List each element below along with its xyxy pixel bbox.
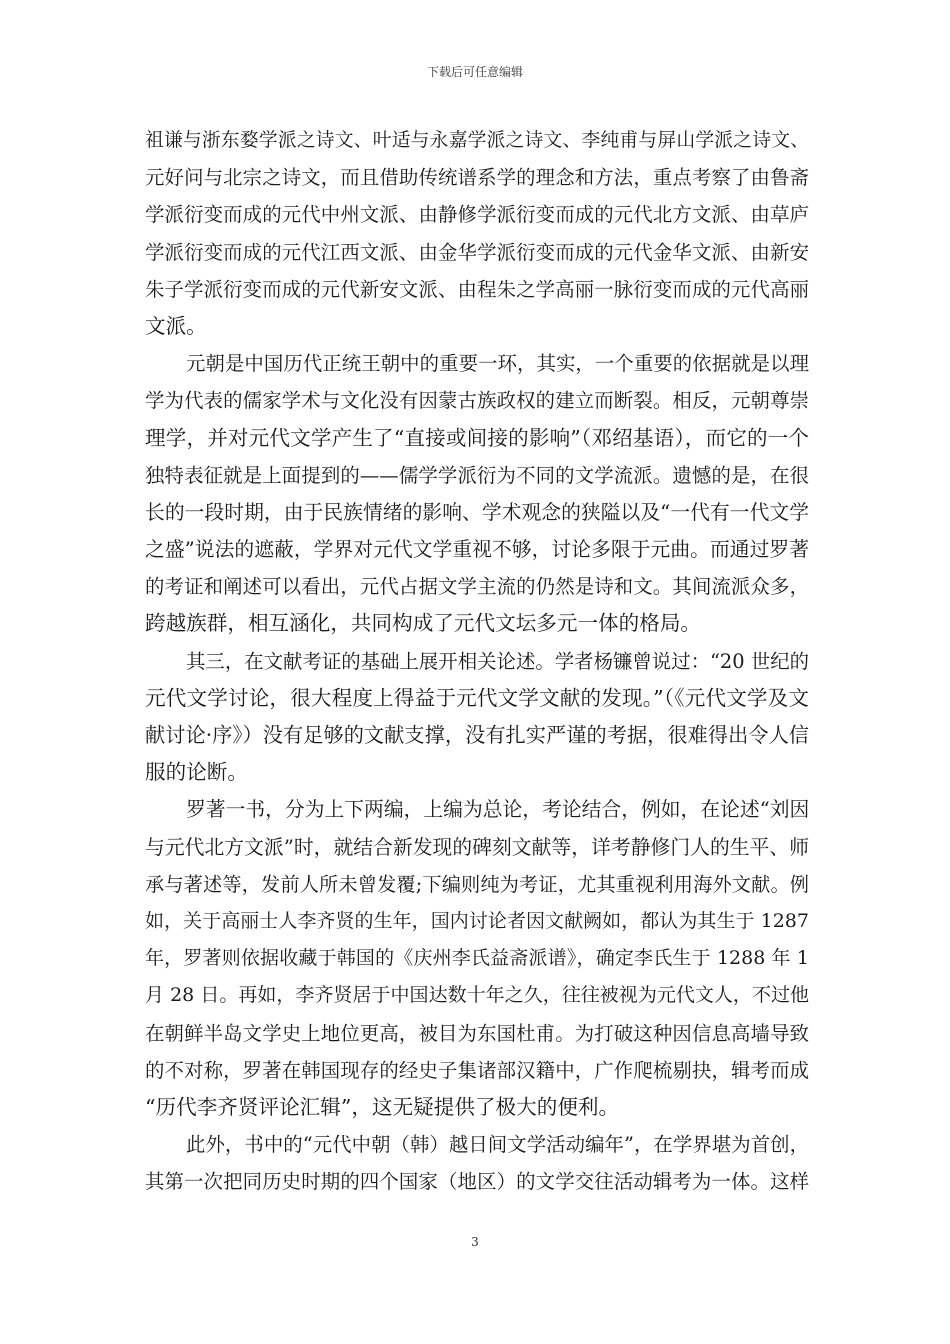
paragraph-5 — [145, 1126, 809, 1200]
text-line: 独特表征就是上面提到的——儒学学派衍为不同的文学流派。遗憾的是，在很 — [145, 463, 809, 487]
text-line: 的考证和阐述可以看出，元代占据文学主流的仍然是诗和文。其间流派众多， — [145, 575, 809, 599]
text-line: 罗著一书，分为上下两编，上编为总论，考论结合，例如，在论述“刘因 — [186, 798, 810, 822]
text-line: 月 28 日。再如，李齐贤居于中国达数十年之久，往往被视为元代文人，不过他 — [145, 984, 809, 1007]
text-line: 的不对称，罗著在韩国现存的经史子集诸部汉籍中，广作爬梳剔抉，辑考而成 — [145, 1058, 809, 1082]
text-line: 理学，并对元代文学产生了“直接或间接的影响”（邓绍基语），而它的一个 — [145, 425, 809, 450]
text-line: 祖谦与浙东婺学派之诗文、叶适与永嘉学派之诗文、李纯甫与屏山学派之诗文、 — [145, 130, 809, 151]
text-line: 元朝是中国历代正统王朝中的重要一环，其实，一个重要的依据就是以理 — [186, 352, 809, 376]
text-line: 学派衍变而成的元代江西文派、由金华学派衍变而成的元代金华文派、由新安 — [145, 240, 809, 264]
document-body — [145, 122, 809, 1200]
text-line: 长的一段时期，由于民族情绪的影响、学术观念的狭隘以及“一代有一代文学 — [145, 500, 809, 524]
text-line: 之盛”说法的遮蔽，学界对元代文学重视不够，讨论多限于元曲。而通过罗著 — [145, 538, 809, 562]
text-line: 承与著述等，发前人所未曾发覆;下编则纯为考证，尤其重视利用海外文献。例 — [145, 872, 809, 896]
text-line: 其第一次把同历史时期的四个国家（地区）的文学交往活动辑考为一体。这样 — [145, 1170, 809, 1194]
text-line: 学为代表的儒家学术与文化没有因蒙古族政权的建立而断裂。相反，元朝尊崇 — [145, 389, 809, 413]
text-line: 服的论断。 — [145, 760, 248, 785]
text-line: 年，罗著则依据收藏于韩国的《庆州李氏益斋派谱》，确定李氏生于 1288 年 1 — [145, 947, 809, 970]
text-line: 跨越族群，相互涵化，共同构成了元代文坛多元一体的格局。 — [145, 611, 702, 636]
paragraph-1 — [145, 122, 809, 345]
text-line: “历代李齐贤评论汇辑”，这无疑提供了极大的便利。 — [145, 1094, 620, 1119]
paragraph-3 — [145, 643, 809, 792]
text-line: 朱子学派衍变而成的元代新安文派、由程朱之学高丽一脉衍变而成的元代高丽 — [145, 277, 809, 301]
text-line: 文派。 — [145, 313, 207, 338]
text-line: 学派衍变而成的元代中州文派、由静修学派衍变而成的元代北方文派、由草庐 — [145, 203, 809, 227]
text-line: 元代文学讨论，很大程度上得益于元代文学文献的发现。”（《元代文学及文 — [145, 685, 809, 710]
text-line: 此外，书中的“元代中朝（韩）越日间文学活动编年”，在学界堪为首创， — [186, 1133, 809, 1157]
text-line: 与元代北方文派”时，就结合新发现的碑刻文献等，详考静修门人的生平、师 — [145, 835, 809, 859]
page-number: 3 — [471, 1235, 479, 1249]
text-line: 如，关于高丽士人李齐贤的生年，国内讨论者因文献阙如，都认为其生于 1287 — [145, 909, 809, 932]
text-line: 其三，在文献考证的基础上展开相关论述。学者杨镰曾说过：“20 世纪的 — [186, 649, 809, 673]
page-header: 下载后可任意编辑 — [426, 65, 523, 79]
paragraph-2 — [145, 345, 809, 643]
text-line: 在朝鲜半岛文学史上地位更高，被目为东国杜甫。为打破这种因信息高墙导致 — [145, 1021, 809, 1045]
text-line: 元好问与北宗之诗文，而且借助传统谱系学的理念和方法，重点考察了由鲁斋 — [145, 166, 809, 190]
paragraph-4 — [145, 791, 809, 1126]
text-line: 献讨论·序》）没有足够的文献支撑，没有扎实严谨的考据，很难得出令人信 — [145, 723, 809, 747]
